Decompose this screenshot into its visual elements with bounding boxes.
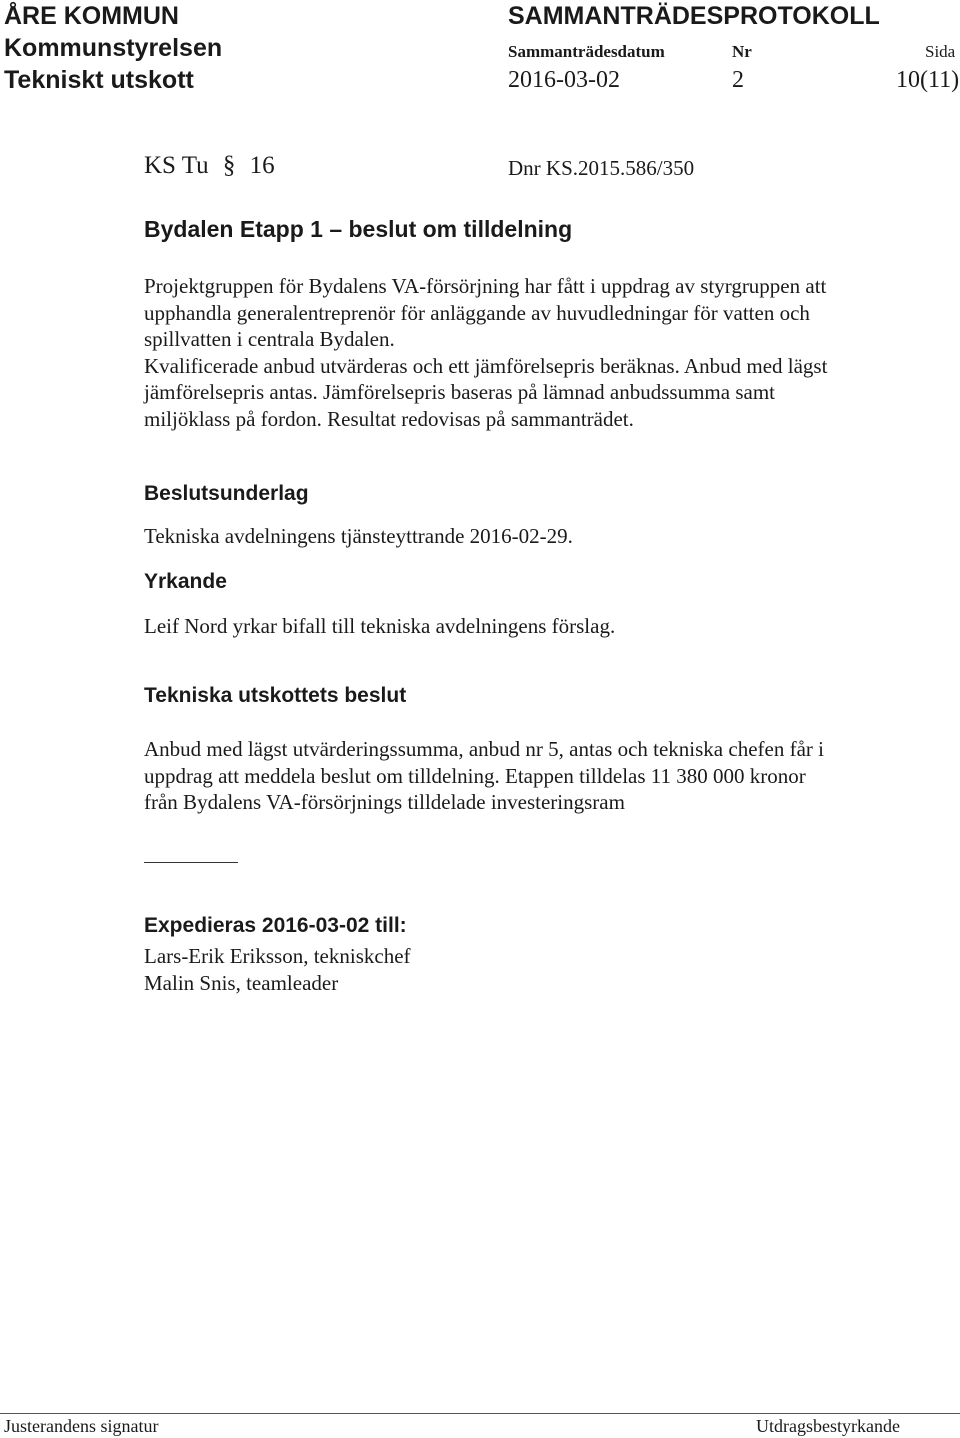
beslut-line: Anbud med lägst utvärderingssumma, anbud nr 5, antas och tekniska chefen får i (144, 737, 824, 761)
beslut-paragraph (144, 736, 824, 816)
footer-line (0, 1413, 960, 1414)
footer-signature-label: Justerandens signatur (4, 1416, 159, 1436)
intro-line: miljöklass på fordon. Resultat redovisas på sammanträdet. (144, 406, 634, 431)
intro-line: jämförelsepris antas. Jämförelsepris baseras på lämnad anbudssumma samt (144, 380, 775, 404)
intro-line: Projektgruppen för Bydalens VA-försörjning har fått i uppdrag av styrgruppen att (144, 274, 827, 298)
recipient: Malin Snis, teamleader (144, 970, 339, 995)
case-reference (144, 152, 275, 180)
case-ref-text: KS Tu (144, 152, 209, 179)
yrkande-text: Leif Nord yrkar bifall till tekniska avdelningens förslag. (144, 614, 616, 638)
beslutsunderlag-text: Tekniska avdelningens tjänsteyttrande 2016-02-29. (144, 524, 573, 548)
nr-label: Nr (732, 42, 752, 61)
beslut-heading: Tekniska utskottets beslut (144, 684, 407, 707)
separator-line (144, 862, 238, 863)
date-label: Sammanträdesdatum (508, 42, 665, 61)
intro-line: spillvatten i centrala Bydalen. (144, 327, 395, 351)
protocol-title: SAMMANTRÄDESPROTOKOLL (508, 2, 880, 30)
intro-line: Kvalificerade anbud utvärderas och ett jämförelsepris beräknas. Anbud med lägst (144, 353, 828, 378)
dnr: Dnr KS.2015.586/350 (508, 156, 695, 180)
protocol-number: 2 (732, 67, 744, 93)
municipality-name: ÅRE KOMMUN (4, 2, 179, 30)
recipient: Lars-Erik Eriksson, tekniskchef (144, 944, 411, 968)
footer-attestation-label: Utdragsbestyrkande (756, 1416, 900, 1436)
beslutsunderlag-heading: Beslutsunderlag (144, 482, 309, 505)
beslut-line: från Bydalens VA-försörjnings tilldelade investeringsram (144, 790, 625, 814)
page-title: Bydalen Etapp 1 – beslut om tilldelning (144, 216, 573, 242)
page-label: Sida (925, 42, 956, 61)
committee-name: Tekniskt utskott (4, 66, 194, 94)
beslut-line: uppdrag att meddela beslut om tilldelning. Etappen tilldelas 11 380 000 kronor (144, 763, 806, 788)
recipient-list (144, 943, 411, 996)
yrkande-heading: Yrkande (144, 570, 227, 593)
intro-line: upphandla generalentreprenör för anläggande av huvudledningar för vatten och (144, 300, 810, 325)
meeting-date: 2016-03-02 (508, 67, 620, 93)
paragraph-symbol: § (222, 152, 236, 179)
intro-paragraph (144, 273, 827, 432)
body-name: Kommunstyrelsen (4, 34, 223, 62)
page-number: 10(11) (896, 67, 960, 93)
expedieras-heading: Expedieras 2016-03-02 till: (144, 914, 407, 937)
case-number: 16 (249, 152, 275, 179)
